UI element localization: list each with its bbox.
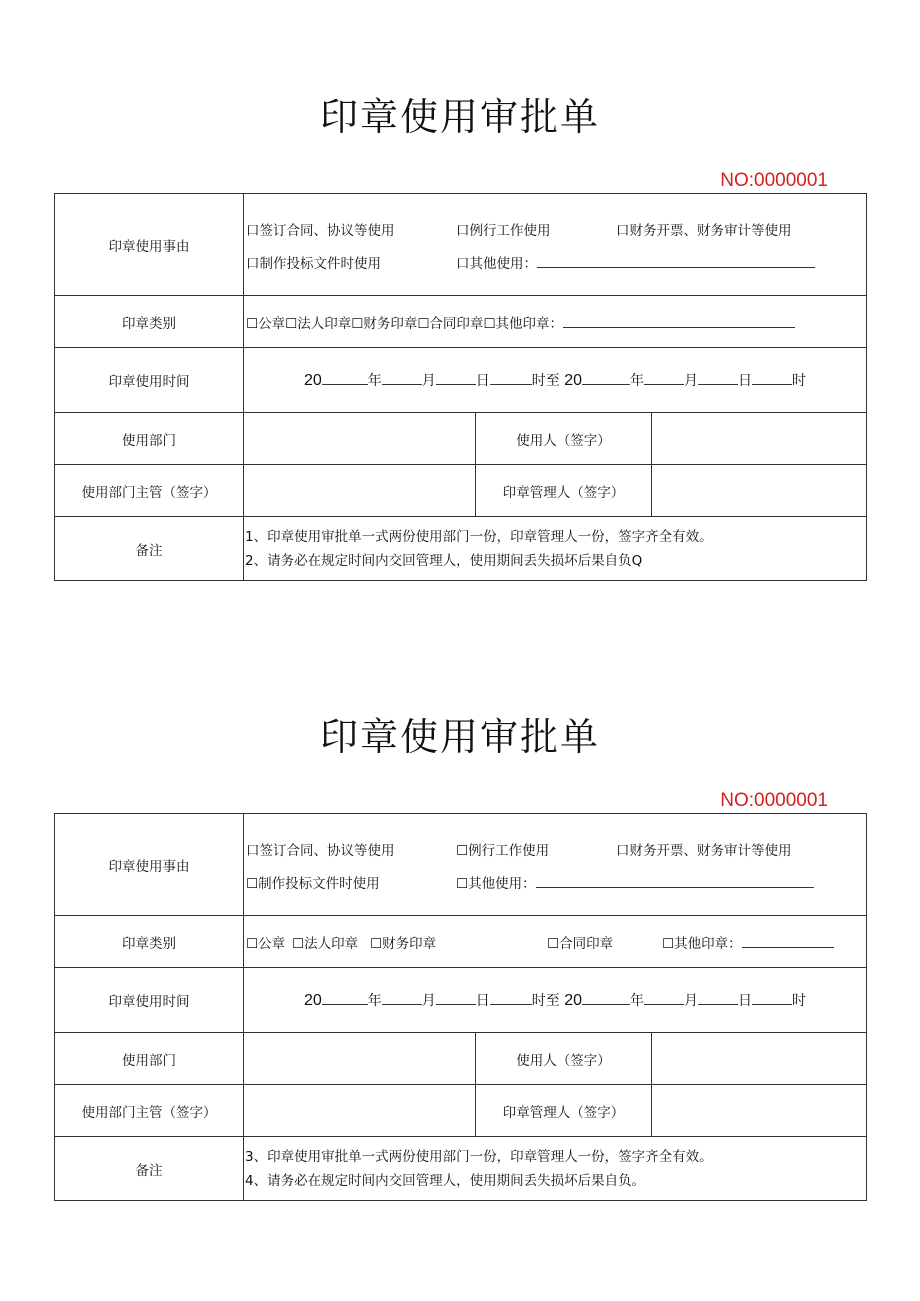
remark-line-2: 2、请务必在规定时间内交回管理人，使用期间丢失损坏后果自负Q (245, 552, 643, 569)
department-label: 使用部门 (55, 413, 244, 465)
end-hour-blank[interactable] (752, 992, 792, 1005)
department-row (55, 413, 867, 465)
reason-options (244, 194, 867, 296)
approval-table (54, 813, 867, 1201)
department-row (55, 1033, 867, 1085)
dept-supervisor-label: 使用部门主管（签字） (55, 1085, 244, 1137)
seal-type-option-legal-rep[interactable]: ☐法人印章 (292, 935, 359, 952)
reason-options (244, 814, 867, 916)
start-hour-blank[interactable] (490, 992, 532, 1005)
seal-type-options (244, 296, 867, 348)
start-year-blank[interactable] (322, 372, 368, 385)
usage-time-fields (244, 968, 867, 1033)
usage-time-label: 印章使用时间 (55, 348, 244, 413)
end-month-blank[interactable] (644, 372, 684, 385)
reason-row (55, 814, 867, 916)
seal-type-option-official[interactable]: ☐公章 (246, 935, 286, 952)
end-month-blank[interactable] (644, 992, 684, 1005)
dept-supervisor-field[interactable] (244, 465, 476, 517)
end-day-unit: 日 (738, 373, 753, 389)
seal-manager-field[interactable] (652, 1085, 867, 1137)
reason-row (55, 194, 867, 296)
seal-type-other-blank[interactable] (563, 315, 795, 328)
reason-option-bid[interactable]: 口制作投标文件时使用 (246, 255, 381, 272)
form-title: 印章使用审批单 (319, 715, 600, 759)
start-month-blank[interactable] (382, 992, 422, 1005)
seal-manager-label: 印章管理人（签字） (476, 1085, 652, 1137)
approval-table (54, 193, 867, 581)
seal-type-label: 印章类别 (55, 296, 244, 348)
reason-option-contract[interactable]: 口签订合同、协议等使用 (246, 842, 395, 859)
start-hour-blank[interactable] (490, 372, 532, 385)
seal-type-row (55, 916, 867, 968)
seal-type-option-finance[interactable]: ☐财务印章 (351, 315, 418, 332)
seal-type-option-contract[interactable]: ☐合同印章 (417, 315, 484, 332)
reason-other-blank[interactable] (537, 255, 815, 268)
seal-type-option-official[interactable]: ☐公章 (246, 315, 286, 332)
end-month-unit: 月 (684, 993, 699, 1009)
remarks-label: 备注 (55, 1137, 244, 1201)
usage-time-fields (244, 348, 867, 413)
end-year-blank[interactable] (582, 372, 630, 385)
start-day-blank[interactable] (436, 992, 476, 1005)
department-field[interactable] (244, 413, 476, 465)
start-year-prefix: 20 (303, 372, 322, 389)
start-year-blank[interactable] (322, 992, 368, 1005)
user-signature-label: 使用人（签字） (476, 1033, 652, 1085)
start-year-prefix: 20 (303, 992, 322, 1009)
seal-type-option-other[interactable]: ☐其他印章： (662, 932, 834, 952)
reason-other-blank[interactable] (536, 875, 814, 888)
remark-line-2: 4、请务必在规定时间内交回管理人，使用期间丢失损坏后果自负。 (245, 1172, 646, 1189)
end-hour-unit: 时 (792, 373, 807, 389)
usage-time-row (55, 348, 867, 413)
start-month-unit: 月 (421, 993, 436, 1009)
seal-type-option-contract[interactable]: ☐合同印章 (547, 935, 614, 952)
seal-manager-label: 印章管理人（签字） (476, 465, 652, 517)
dept-supervisor-field[interactable] (244, 1085, 476, 1137)
remark-line-1: 1、印章使用审批单一式两份使用部门一份，印章管理人一份，签字齐全有效。 (245, 528, 713, 545)
supervisor-row (55, 1085, 867, 1137)
remarks-row (55, 517, 867, 581)
user-signature-label: 使用人（签字） (476, 413, 652, 465)
user-signature-field[interactable] (652, 413, 867, 465)
usage-time-label: 印章使用时间 (55, 968, 244, 1033)
seal-type-option-legal-rep[interactable]: ☐法人印章 (285, 315, 352, 332)
remarks-content (244, 517, 867, 581)
end-year-prefix: 20 (564, 992, 583, 1009)
end-day-blank[interactable] (698, 372, 738, 385)
dept-supervisor-label: 使用部门主管（签字） (55, 465, 244, 517)
serial-number: NO:0000001 (720, 790, 828, 811)
hour-to-unit: 时至 (531, 373, 560, 389)
supervisor-row (55, 465, 867, 517)
end-hour-unit: 时 (792, 993, 807, 1009)
reason-option-contract[interactable]: 口签订合同、协议等使用 (246, 222, 395, 239)
remarks-label: 备注 (55, 517, 244, 581)
start-day-blank[interactable] (436, 372, 476, 385)
reason-option-finance[interactable]: 口财务开票、财务审计等使用 (616, 842, 792, 859)
hour-to-unit: 时至 (531, 993, 560, 1009)
seal-type-other-blank[interactable] (742, 935, 834, 948)
start-day-unit: 日 (475, 993, 490, 1009)
end-year-unit: 年 (630, 993, 645, 1009)
reason-option-finance[interactable]: 口财务开票、财务审计等使用 (616, 222, 792, 239)
reason-option-routine[interactable]: ☐例行工作使用 (456, 842, 550, 859)
seal-type-option-other[interactable]: ☐其他印章： (483, 315, 564, 332)
seal-type-option-finance[interactable]: ☐财务印章 (370, 935, 437, 952)
seal-type-row (55, 296, 867, 348)
department-label: 使用部门 (55, 1033, 244, 1085)
end-hour-blank[interactable] (752, 372, 792, 385)
seal-manager-field[interactable] (652, 465, 867, 517)
reason-option-other[interactable]: 口其他使用： (456, 252, 815, 272)
end-day-blank[interactable] (698, 992, 738, 1005)
end-month-unit: 月 (684, 373, 699, 389)
user-signature-field[interactable] (652, 1033, 867, 1085)
remarks-content (244, 1137, 867, 1201)
reason-label: 印章使用事由 (55, 814, 244, 916)
start-month-unit: 月 (421, 373, 436, 389)
start-year-unit: 年 (367, 373, 382, 389)
serial-number: NO:0000001 (720, 170, 828, 191)
seal-type-label: 印章类别 (55, 916, 244, 968)
seal-type-options (244, 916, 867, 968)
end-year-blank[interactable] (582, 992, 630, 1005)
remark-line-1: 3、印章使用审批单一式两份使用部门一份，印章管理人一份，签字齐全有效。 (245, 1148, 713, 1165)
reason-option-other[interactable]: ☐其他使用： (456, 872, 814, 892)
reason-label: 印章使用事由 (55, 194, 244, 296)
end-day-unit: 日 (738, 993, 753, 1009)
department-field[interactable] (244, 1033, 476, 1085)
end-year-unit: 年 (630, 373, 645, 389)
remarks-row (55, 1137, 867, 1201)
form-title: 印章使用审批单 (319, 95, 600, 139)
start-month-blank[interactable] (382, 372, 422, 385)
end-year-prefix: 20 (564, 372, 583, 389)
usage-time-row (55, 968, 867, 1033)
reason-option-routine[interactable]: 口例行工作使用 (456, 222, 551, 239)
start-year-unit: 年 (367, 993, 382, 1009)
start-day-unit: 日 (475, 373, 490, 389)
reason-option-bid[interactable]: ☐制作投标文件时使用 (246, 875, 380, 892)
